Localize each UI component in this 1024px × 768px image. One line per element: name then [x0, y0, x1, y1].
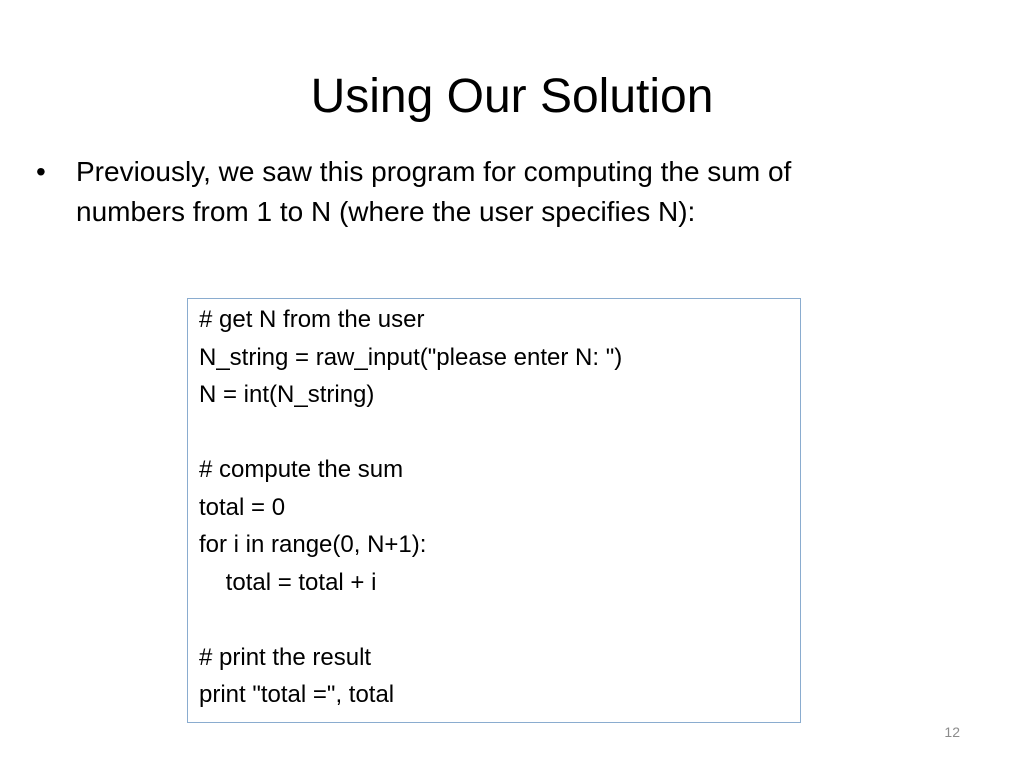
page-number: 12: [944, 724, 960, 740]
code-line: # get N from the user: [199, 306, 425, 333]
slide-title: Using Our Solution: [310, 70, 714, 123]
code-line: for i in range(0, N+1):: [199, 531, 427, 558]
code-line: print "total =", total: [199, 681, 395, 708]
bullet-list: [36, 152, 936, 232]
code-line: total = 0: [199, 493, 286, 521]
bullet-dot-icon: •: [36, 156, 46, 187]
code-line: total = total + i: [199, 568, 377, 596]
code-box: [187, 298, 801, 723]
code-line: [199, 601, 800, 639]
bullet-text-line-1: Previously, we saw this program for computing the sum of: [76, 156, 792, 187]
bullet-text-line-2: numbers from 1 to N (where the user specifies N):: [76, 196, 696, 227]
code-line: N = int(N_string): [199, 381, 375, 408]
code-line: [199, 414, 800, 452]
bullet-item: [36, 152, 936, 232]
code-line: N_string = raw_input("please enter N: "): [199, 343, 623, 371]
code-line: # compute the sum: [199, 456, 404, 483]
code-line: # print the result: [199, 643, 372, 671]
